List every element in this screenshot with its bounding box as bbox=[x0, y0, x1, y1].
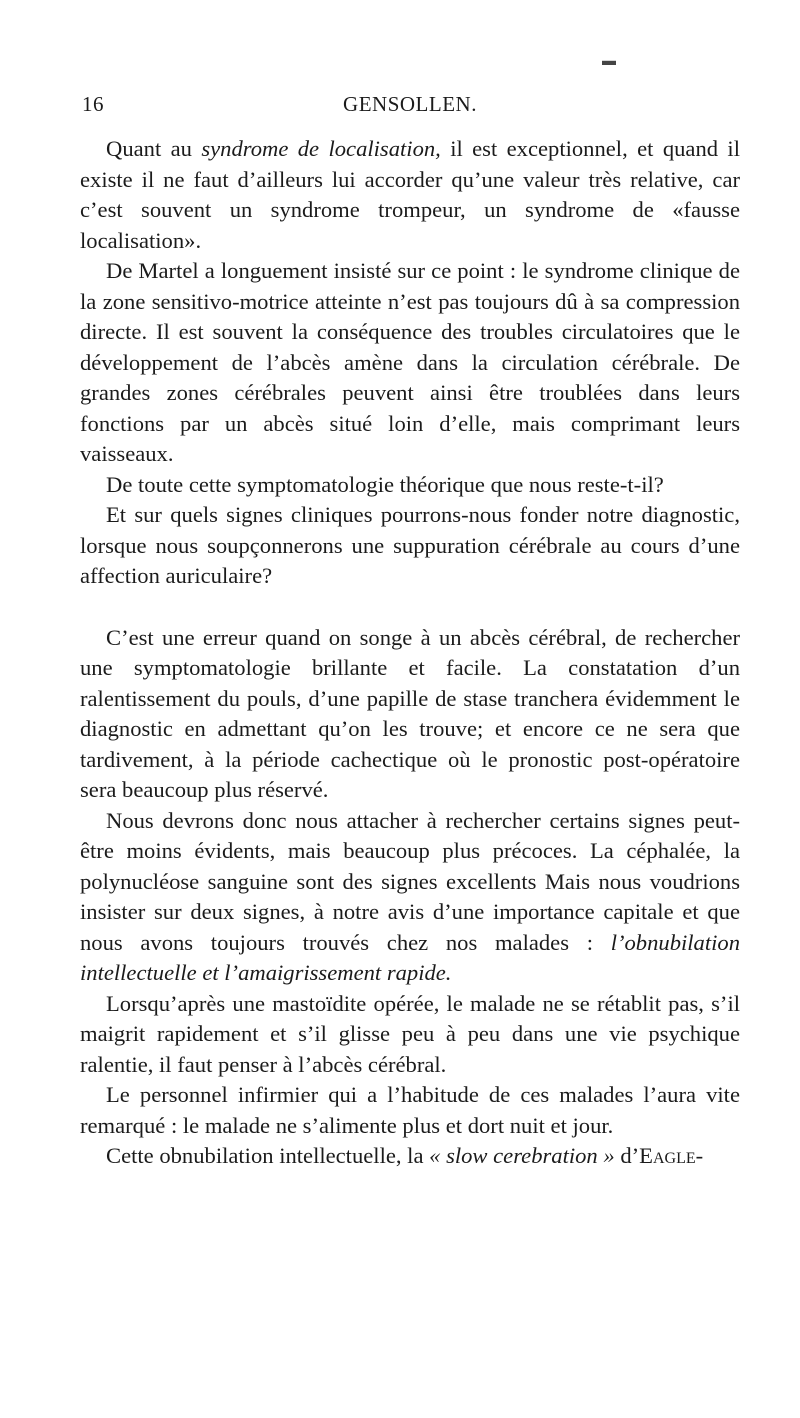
author-name: Eagle- bbox=[639, 1143, 704, 1168]
paragraph: De Martel a longuement insisté sur ce point : le syndrome clinique de la zone sensitivo-motrice atteinte n’est pas toujours dû à sa compression directe. Il est souvent la conséquence des troubles circulatoires que le développement de l’abcès amène dans la circulation cérébrale. De grandes zones cérébrales peuvent ainsi être troublées dans leurs fonctions par un abcès situé loin d’elle, mais comprimant leurs vaisseaux. bbox=[80, 258, 740, 466]
paragraph: C’est une erreur quand on songe à un abcès cérébral, de rechercher une symptomatologie brillante et facile. La constatation d’un ralentissement du pouls, d’une papille de stase tranchera évidemment le diagnostic en admettant qu’on les trouve; et encore ce ne sera que tardivement, à la période cachectique où le pronostic post-opératoire sera beaucoup plus réservé. bbox=[80, 624, 740, 802]
paragraph: Et sur quels signes cliniques pourrons-nous fonder notre diagnostic, lorsque nous soupçonnerons une suppuration cérébrale au cours d’une affection auriculaire? bbox=[80, 502, 740, 588]
italic-term: syndrome de localisation, bbox=[201, 136, 441, 161]
running-title: GENSOLLEN. bbox=[343, 92, 477, 116]
body-text bbox=[80, 134, 740, 1172]
paragraph: Quant au syndrome de localisation, il est exceptionnel, et quand il existe il ne faut d’ailleurs lui accorder qu’une valeur très relative, car c’est souvent un syndrome trompeur, un syndrome de «fausse localisation». bbox=[80, 136, 740, 253]
page-header bbox=[82, 92, 738, 124]
ink-speck: ▬ bbox=[602, 54, 616, 69]
paragraph: Nous devrons donc nous attacher à rechercher certains signes peut-être moins évidents, mais beaucoup plus précoces. La céphalée, la polynucléose sanguine sont des signes excellents Mais nous voudrions insister sur deux signes, à notre avis d’une importance capitale et que nous avons toujours trouvés chez nos malades : l’obnubilation intellectuelle et l’amaigrissement rapide. bbox=[80, 807, 740, 985]
italic-term: « slow cerebration » bbox=[429, 1143, 615, 1168]
paragraph: Lorsqu’après une mastoïdite opérée, le malade ne se rétablit pas, s’il maigrit rapidement et s’il glisse peu à peu dans une vie psychique ralentie, il faut penser à l’abcès cérébral. bbox=[80, 990, 740, 1077]
paragraph: Cette obnubilation intellectuelle, la « slow cerebration » d’Eagle- bbox=[106, 1143, 704, 1168]
paragraph: Le personnel infirmier qui a l’habitude de ces malades l’aura vite remarqué : le malade ne s’alimente plus et dort nuit et jour. bbox=[80, 1082, 740, 1138]
paragraph: De toute cette symptomatologie théorique que nous reste-t-il? bbox=[106, 471, 664, 497]
italic-term: l’obnubilation intellectuelle et l’amaigrissement rapide. bbox=[80, 929, 740, 985]
page-number: 16 bbox=[82, 92, 104, 116]
